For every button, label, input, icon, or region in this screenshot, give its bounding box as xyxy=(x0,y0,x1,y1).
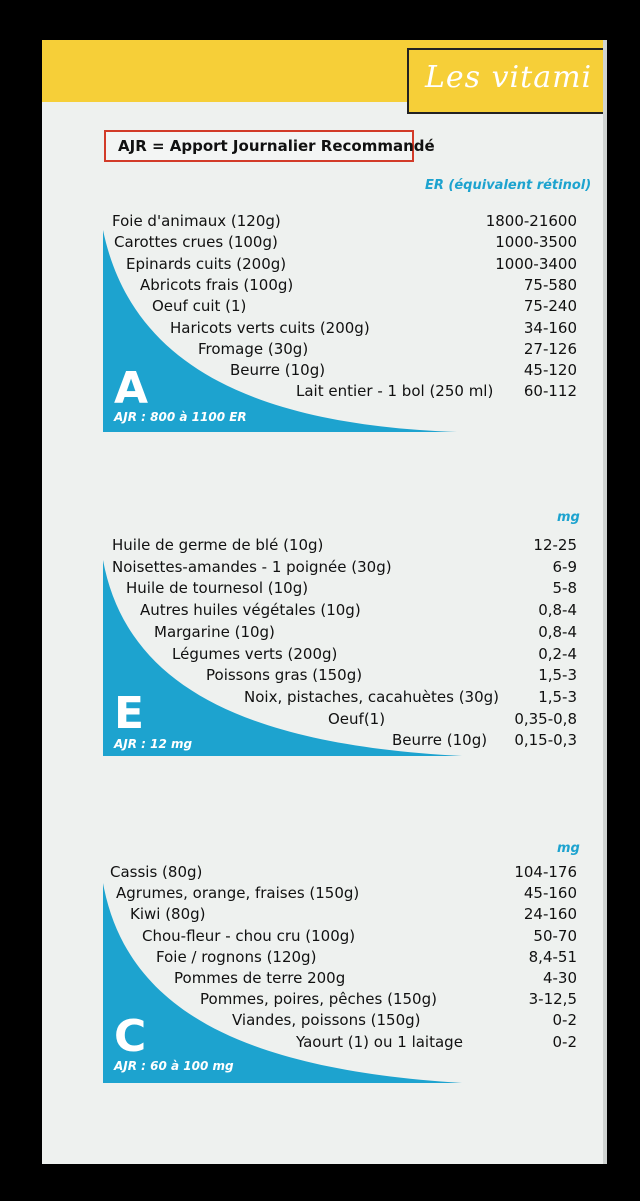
value-label: 50-70 xyxy=(533,927,577,945)
value-label: 3-12,5 xyxy=(528,990,577,1008)
food-label: Huile de germe de blé (10g) xyxy=(112,536,324,554)
unit-vitamin-e: mg xyxy=(557,510,580,525)
food-label: Yaourt (1) ou 1 laitage xyxy=(296,1033,463,1051)
value-label: 6-9 xyxy=(552,558,577,576)
food-label: Beurre (10g) xyxy=(392,731,488,749)
value-label: 34-160 xyxy=(523,319,577,337)
value-label: 0-2 xyxy=(552,1033,577,1051)
ajr-vitamin-a: AJR : 800 à 1100 ER xyxy=(114,410,247,424)
value-label: 27-126 xyxy=(523,340,577,358)
food-label: Oeuf cuit (1) xyxy=(152,297,247,315)
food-label: Noix, pistaches, cacahuètes (30g) xyxy=(244,688,500,706)
food-label: Carottes crues (100g) xyxy=(114,233,278,251)
page-fold-edge xyxy=(603,40,607,1164)
food-label: Lait entier - 1 bol (250 ml) xyxy=(296,382,494,400)
food-label: Epinards cuits (200g) xyxy=(126,255,287,273)
food-label: Haricots verts cuits (200g) xyxy=(170,319,370,337)
value-label: 75-240 xyxy=(523,297,577,315)
value-label: 60-112 xyxy=(523,382,577,400)
value-label: 45-160 xyxy=(523,884,577,902)
value-label: 1000-3500 xyxy=(495,233,577,251)
food-label: Foie / rognons (120g) xyxy=(156,948,317,966)
food-label: Margarine (10g) xyxy=(154,623,275,641)
food-label: Oeuf(1) xyxy=(328,710,386,728)
value-label: 0,15-0,3 xyxy=(514,731,577,749)
value-label: 12-25 xyxy=(533,536,577,554)
food-label: Cassis (80g) xyxy=(110,863,203,881)
food-label: Viandes, poissons (150g) xyxy=(232,1011,421,1029)
ajr-vitamin-e: AJR : 12 mg xyxy=(114,737,193,751)
food-label: Pommes de terre 200g xyxy=(174,969,346,987)
food-label: Kiwi (80g) xyxy=(130,905,206,923)
food-label: Pommes, poires, pêches (150g) xyxy=(200,990,437,1008)
food-label: Abricots frais (100g) xyxy=(140,276,294,294)
food-label: Fromage (30g) xyxy=(198,340,309,358)
value-label: 1000-3400 xyxy=(495,255,577,273)
food-label: Beurre (10g) xyxy=(230,361,326,379)
value-label: 0,8-4 xyxy=(538,601,577,619)
value-label: 45-120 xyxy=(523,361,577,379)
food-label: Huile de tournesol (10g) xyxy=(126,579,309,597)
value-label: 75-580 xyxy=(523,276,577,294)
value-label: 5-8 xyxy=(552,579,577,597)
value-label: 1,5-3 xyxy=(538,688,577,706)
unit-vitamin-c: mg xyxy=(557,841,580,856)
food-label: Foie d'animaux (120g) xyxy=(112,212,281,230)
value-label: 24-160 xyxy=(523,905,577,923)
food-label: Agrumes, orange, fraises (150g) xyxy=(116,884,360,902)
value-label: 8,4-51 xyxy=(528,948,577,966)
value-label: 0-2 xyxy=(552,1011,577,1029)
value-label: 1,5-3 xyxy=(538,666,577,684)
food-label: Autres huiles végétales (10g) xyxy=(140,601,361,619)
letter-vitamin-c: C xyxy=(114,1011,147,1062)
ajr-vitamin-c: AJR : 60 à 100 mg xyxy=(114,1059,234,1073)
ajr-definition: AJR = Apport Journalier Recommandé xyxy=(118,137,435,155)
vitamin-card xyxy=(42,40,603,1164)
value-label: 0,35-0,8 xyxy=(514,710,577,728)
letter-vitamin-e: E xyxy=(114,688,145,739)
unit-vitamin-a: ER (équivalent rétinol) xyxy=(425,178,592,193)
food-label: Légumes verts (200g) xyxy=(172,645,338,663)
value-label: 104-176 xyxy=(514,863,577,881)
food-label: Chou-fleur - chou cru (100g) xyxy=(142,927,356,945)
value-label: 4-30 xyxy=(542,969,577,987)
page-title: Les vitami xyxy=(425,60,593,95)
value-label: 0,8-4 xyxy=(538,623,577,641)
food-label: Poissons gras (150g) xyxy=(206,666,363,684)
value-label: 0,2-4 xyxy=(538,645,577,663)
value-label: 1800-21600 xyxy=(485,212,577,230)
food-label: Noisettes-amandes - 1 poignée (30g) xyxy=(112,558,392,576)
letter-vitamin-a: A xyxy=(114,363,149,414)
